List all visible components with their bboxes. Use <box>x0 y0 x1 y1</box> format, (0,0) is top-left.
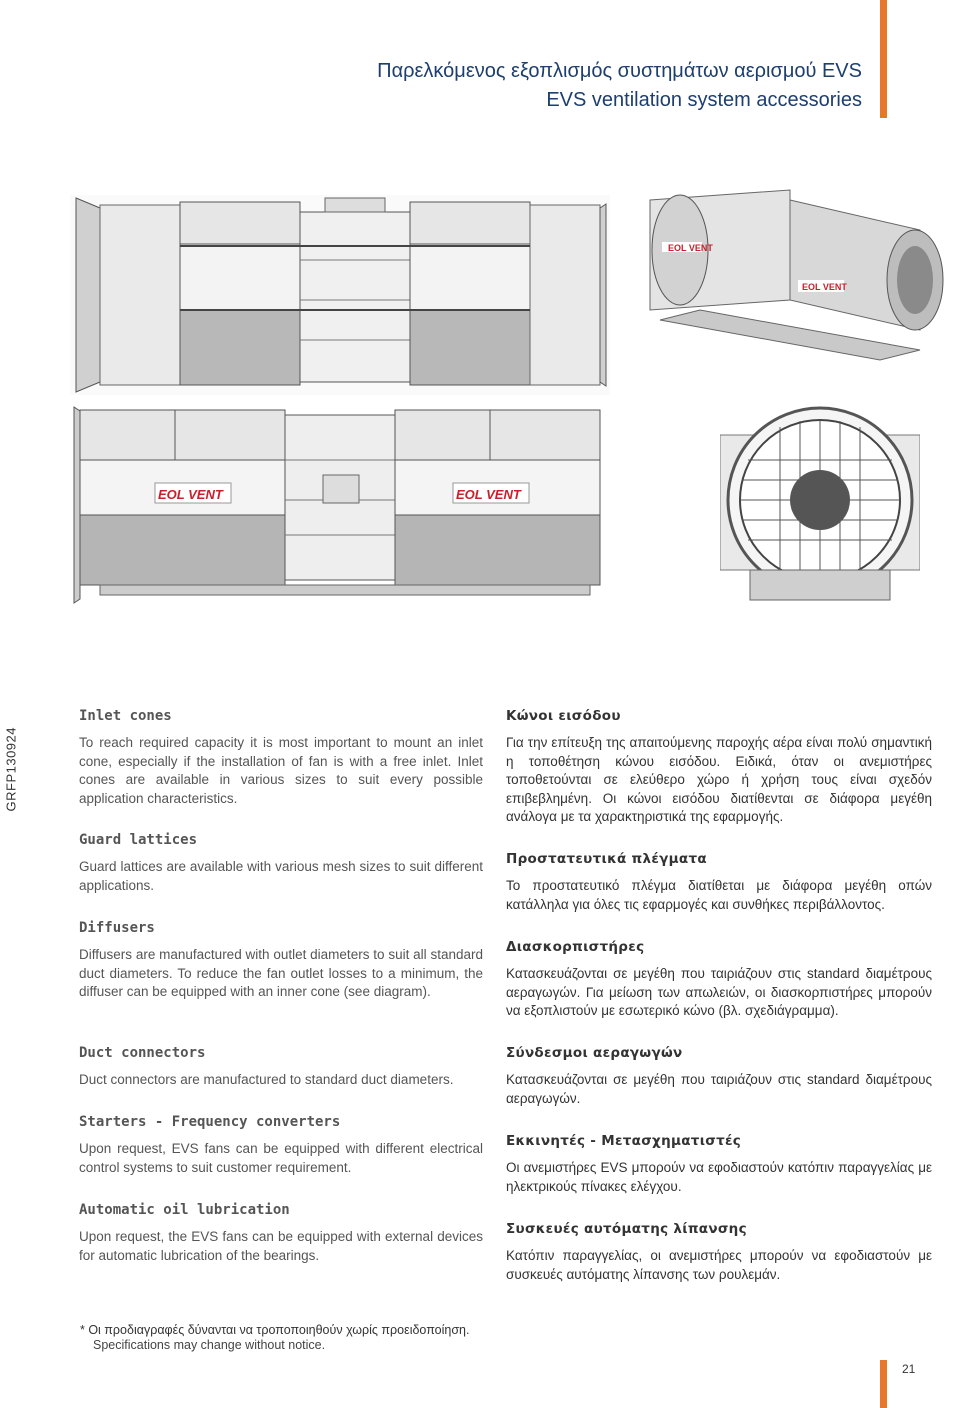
section-heading: Diffusers <box>79 920 155 936</box>
section-heading: Εκκινητές - Μετασχηματιστές <box>506 1133 742 1149</box>
section-body: Κατόπιν παραγγελίας, οι ανεμιστήρες μπορούν να εφοδιαστούν με συσκευές αυτόματης λίπανσης των ρουλεμάν. <box>506 1248 932 1282</box>
section-heading: Προστατευτικά πλέγματα <box>506 851 707 867</box>
logo-text: EOL VENT <box>456 487 521 502</box>
section-diffusers-gr <box>506 939 932 1021</box>
section-body: Το προστατευτικό πλέγμα διατίθεται με διάφορα μεγέθη οπών κατάλληλα για όλες τις εφαρμογές και συνθήκες περιβάλλοντος. <box>506 878 932 912</box>
figure-guard-lattice <box>720 405 920 605</box>
figure-fan-diffusers <box>70 405 610 605</box>
section-body: Για την επίτευξη της απαιτούμενης παροχής αέρα είναι πολύ σημαντική η τοποθέτηση κώνου εισόδου. Ειδικά, όταν οι ανεμιστήρες τοποθετούνται σε ελεύθερο χώρο ή χρήση τους είναι σχεδόν επιβεβλημένη. Οι κώνοι εισόδου διατίθενται σε διάφορα μεγέθη ανάλογα με τα χαρακτηριστικά της εφαρμογής. <box>506 735 932 824</box>
page-number: 21 <box>902 1362 916 1376</box>
section-duct-connectors-gr <box>506 1045 932 1108</box>
section-heading: Automatic oil lubrication <box>79 1202 290 1218</box>
page-number-accent-bar <box>880 1360 887 1408</box>
section-heading: Συσκευές αυτόματης λίπανσης <box>506 1221 747 1237</box>
section-duct-connectors <box>79 1045 483 1090</box>
figure-fan-inlet-cones <box>70 190 610 400</box>
section-heading: Σύνδεσμοι αεραγωγών <box>506 1045 683 1061</box>
logo-text: EOL VENT <box>158 487 223 502</box>
section-starters-gr <box>506 1133 932 1196</box>
figure-fan-3d-view <box>620 170 950 370</box>
section-oil-lubrication-gr <box>506 1221 932 1284</box>
section-body: To reach required capacity it is most important to mount an inlet cone, especially if the installation of fan is with a free inlet. Inlet cones are available in various sizes to suit every possible application characteristics. <box>79 735 483 806</box>
page-title-english: EVS ventilation system accessories <box>546 89 862 111</box>
document-code: GRFP130924 <box>3 727 19 812</box>
section-heading: Starters - Frequency converters <box>79 1114 341 1130</box>
footnote-english: Specifications may change without notice. <box>93 1338 326 1352</box>
section-heading: Inlet cones <box>79 708 172 724</box>
logo-text: EOL VENT <box>802 282 847 292</box>
section-diffusers <box>79 920 483 1002</box>
section-body: Upon request, the EVS fans can be equipped with external devices for automatic lubrication of the bearings. <box>79 1229 483 1263</box>
section-body: Diffusers are manufactured with outlet diameters to suit all standard duct diameters. To reduce the fan outlet losses to a minimum, the diffuser can be equipped with an inner cone (see diagram). <box>79 947 483 999</box>
greek-column <box>506 708 932 1288</box>
english-column <box>79 708 483 1288</box>
section-body: Κατασκευάζονται σε μεγέθη που ταιριάζουν στις standard διαμέτρους αεραγωγών. Για μείωση των απωλειών, οι διασκορπιστήρες μπορούν να εξοπλιστούν με εσωτερικό κώνο (βλ. σχεδιάγραμμα). <box>506 966 932 1018</box>
section-inlet-cones <box>79 708 483 808</box>
section-inlet-cones-gr <box>506 708 932 827</box>
footnote <box>80 1323 469 1352</box>
section-guard-lattices-gr <box>506 851 932 914</box>
section-body: Οι ανεμιστήρες EVS μπορούν να εφοδιαστούν κατόπιν παραγγελίας με ηλεκτρικούς πίνακες ελέγχου. <box>506 1160 932 1194</box>
section-starters <box>79 1114 483 1177</box>
section-guard-lattices <box>79 832 483 895</box>
section-body: Guard lattices are available with various mesh sizes to suit different applications. <box>79 859 483 893</box>
section-heading: Διασκορπιστήρες <box>506 939 645 955</box>
section-heading: Guard lattices <box>79 832 198 848</box>
header-accent-bar <box>880 0 887 118</box>
section-body: Κατασκευάζονται σε μεγέθη που ταιριάζουν στις standard διαμέτρους αεραγωγών. <box>506 1072 932 1106</box>
section-body: Duct connectors are manufactured to standard duct diameters. <box>79 1072 454 1087</box>
page-title-greek: Παρελκόμενος εξοπλισμός συστημάτων αερισμού EVS <box>377 60 862 82</box>
section-heading: Κώνοι εισόδου <box>506 708 621 724</box>
logo-text: EOL VENT <box>668 243 713 253</box>
section-heading: Duct connectors <box>79 1045 206 1061</box>
section-body: Upon request, EVS fans can be equipped with different electrical control systems to suit customer requirement. <box>79 1141 483 1175</box>
footnote-greek: * Οι προδιαγραφές δύνανται να τροποποιηθούν χωρίς προειδοποίηση. <box>80 1323 470 1337</box>
section-oil-lubrication <box>79 1202 483 1265</box>
